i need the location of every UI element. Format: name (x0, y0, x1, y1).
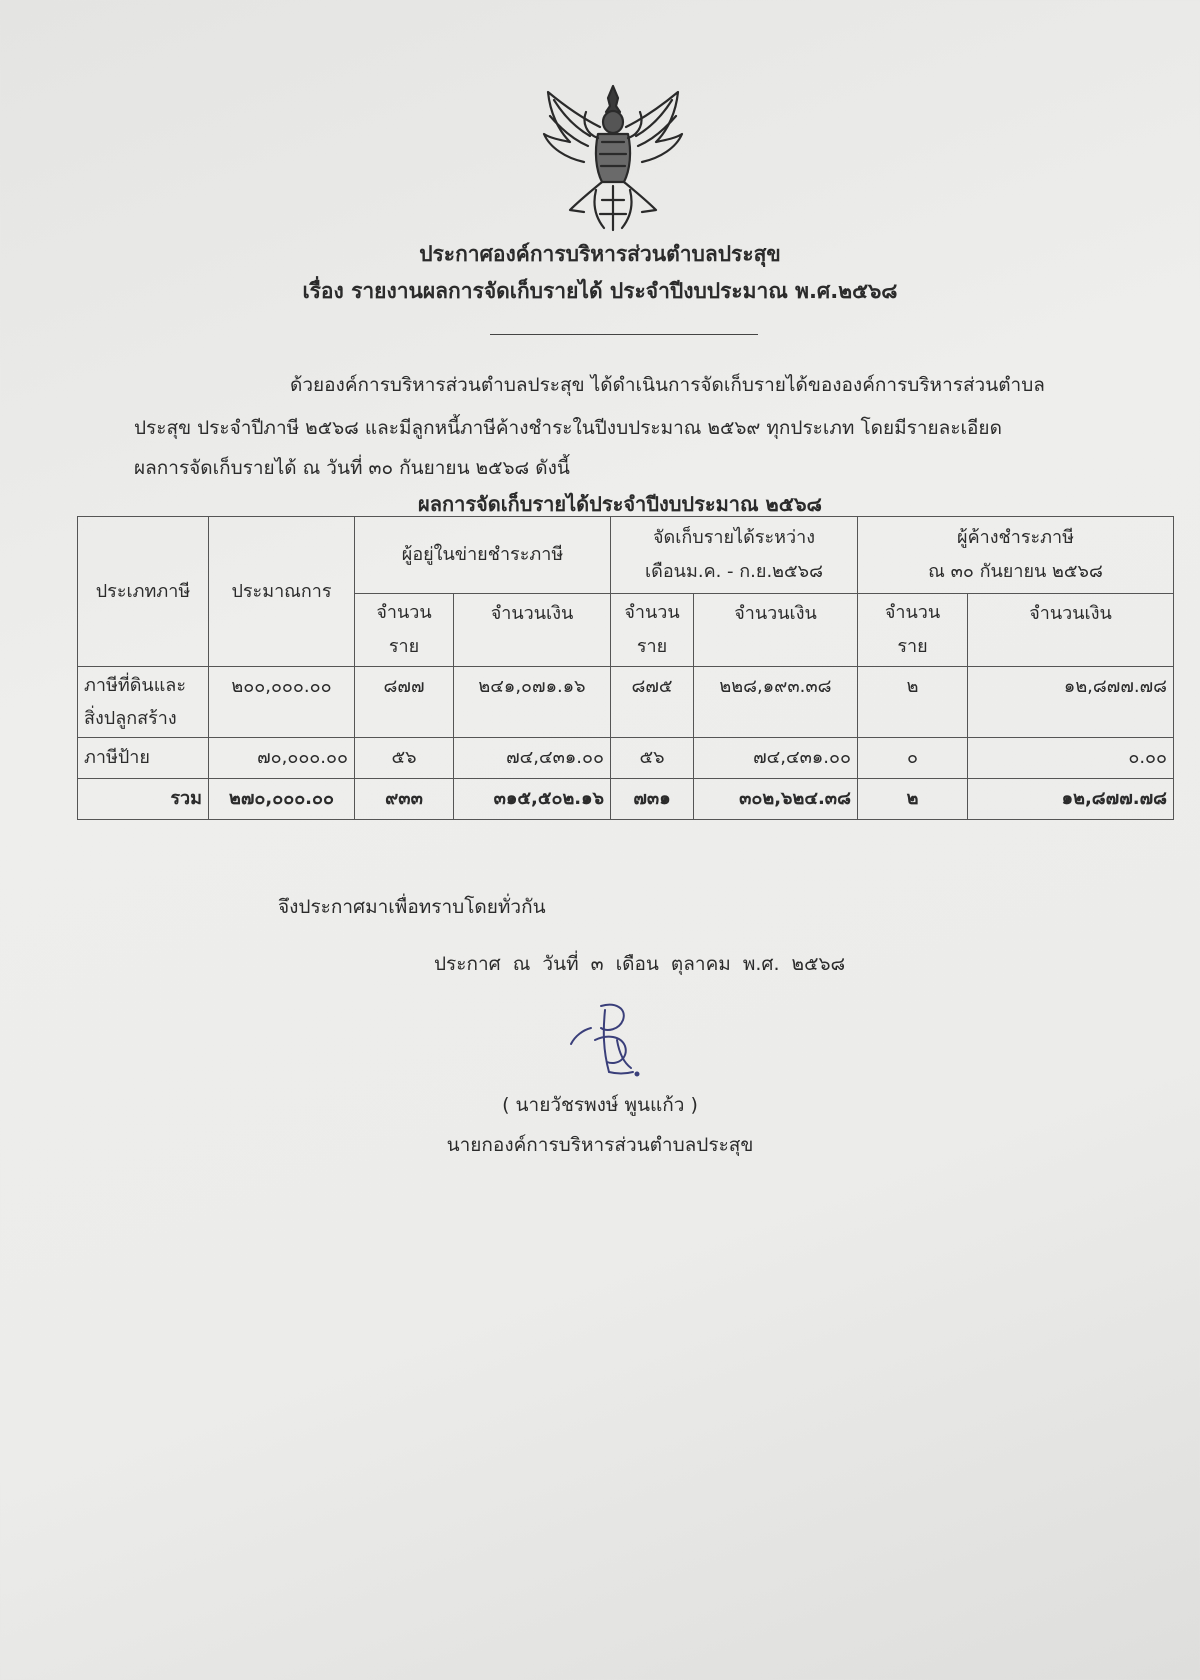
total-col-count: ๗๓๑ (611, 779, 694, 820)
table-row (78, 667, 1174, 738)
row-col-count: ๘๗๕ (611, 667, 694, 738)
row-col-count: ๕๖ (611, 738, 694, 779)
total-row (78, 779, 1174, 820)
header-collected-line-2: เดือนม.ค. - ก.ย.๒๕๖๘ (645, 561, 823, 582)
header-net-count (355, 594, 454, 667)
table-title: ผลการจัดเก็บรายได้ประจำปีงบประมาณ ๒๕๖๘ (418, 492, 822, 516)
revenue-table (77, 516, 1174, 820)
closing-statement: จึงประกาศมาเพื่อทราบโดยทั่วกัน (278, 896, 546, 918)
header-out-amount: จำนวนเงิน (968, 594, 1174, 667)
row-net-amount: ๗๔,๔๓๑.๐๐ (454, 738, 611, 779)
title-divider (490, 334, 758, 335)
row-col-amount: ๒๒๘,๑๙๓.๓๘ (694, 667, 858, 738)
body-line-2: ประสุข ประจำปีภาษี ๒๕๖๘ และมีลูกหนี้ภาษีค้างชำระในปีงบประมาณ ๒๕๖๙ ทุกประเภท โดยมีรายละเอียด (134, 417, 1002, 439)
header-col-amount: จำนวนเงิน (694, 594, 858, 667)
total-out-count: ๒ (858, 779, 968, 820)
header-count-line-2: ราย (388, 636, 420, 657)
announcement-title: ประกาศองค์การบริหารส่วนตำบลประสุข (419, 242, 781, 266)
header-count-line-1: จำนวน (884, 602, 941, 623)
header-col-count (611, 594, 694, 667)
announcement-subject: เรื่อง รายงานผลการจัดเก็บรายได้ ประจำปีงบประมาณ พ.ศ.๒๕๖๘ (302, 279, 898, 303)
header-outstanding (858, 517, 1174, 594)
row-tax-type: ภาษีป้าย (78, 738, 209, 779)
body-line-3: ผลการจัดเก็บรายได้ ณ วันที่ ๓๐ กันยายน ๒๕๖๘ ดังนี้ (134, 457, 570, 479)
header-count-line-1: จำนวน (376, 602, 432, 623)
row-net-count: ๘๗๗ (355, 667, 454, 738)
header-count-line-1: จำนวน (624, 602, 680, 623)
header-estimate: ประมาณการ (209, 517, 355, 667)
announcement-date: ประกาศ ณ วันที่ ๓ เดือน ตุลาคม พ.ศ. ๒๕๖๘ (434, 953, 846, 975)
row-net-count: ๕๖ (355, 738, 454, 779)
header-count-line-2: ราย (897, 636, 928, 657)
header-tax-type: ประเภทภาษี (78, 517, 209, 667)
total-label: รวม (78, 779, 209, 820)
header-collected-line-1: จัดเก็บรายได้ระหว่าง (653, 527, 815, 548)
total-net-count: ๙๓๓ (355, 779, 454, 820)
header-outstanding-line-1: ผู้ค้างชำระภาษี (957, 527, 1074, 548)
header-outstanding-line-2: ณ ๓๐ กันยายน ๒๕๖๘ (928, 561, 1103, 582)
garuda-emblem-icon (540, 82, 686, 232)
row-col-amount: ๗๔,๔๓๑.๐๐ (694, 738, 858, 779)
header-in-network: ผู้อยู่ในข่ายชำระภาษี (355, 517, 611, 594)
header-out-count (858, 594, 968, 667)
total-estimate: ๒๗๐,๐๐๐.๐๐ (209, 779, 355, 820)
body-line-1: ด้วยองค์การบริหารส่วนตำบลประสุข ได้ดำเนินการจัดเก็บรายได้ขององค์การบริหารส่วนตำบล (290, 374, 1045, 396)
header-collected (611, 517, 858, 594)
row-tax-type-line-1: ภาษีที่ดินและ (84, 675, 186, 696)
row-out-amount: ๐.๐๐ (968, 738, 1174, 779)
total-out-amount: ๑๒,๘๗๗.๗๘ (968, 779, 1174, 820)
signer-name: ( นายวัชรพงษ์ พูนแก้ว ) (502, 1094, 698, 1116)
row-tax-type-line-2: สิ่งปลูกสร้าง (84, 708, 177, 729)
header-row-1 (78, 517, 1174, 594)
signature-mark (565, 1000, 655, 1080)
row-out-count: ๐ (858, 738, 968, 779)
table-row (78, 738, 1174, 779)
row-net-amount: ๒๔๑,๐๗๑.๑๖ (454, 667, 611, 738)
total-col-amount: ๓๐๒,๖๒๔.๓๘ (694, 779, 858, 820)
header-net-amount: จำนวนเงิน (454, 594, 611, 667)
header-count-line-2: ราย (636, 636, 668, 657)
row-out-count: ๒ (858, 667, 968, 738)
row-out-amount: ๑๒,๘๗๗.๗๘ (968, 667, 1174, 738)
row-estimate: ๒๐๐,๐๐๐.๐๐ (209, 667, 355, 738)
total-net-amount: ๓๑๕,๕๐๒.๑๖ (454, 779, 611, 820)
row-tax-type (78, 667, 209, 738)
row-estimate: ๗๐,๐๐๐.๐๐ (209, 738, 355, 779)
signer-position: นายกองค์การบริหารส่วนตำบลประสุข (446, 1134, 754, 1156)
